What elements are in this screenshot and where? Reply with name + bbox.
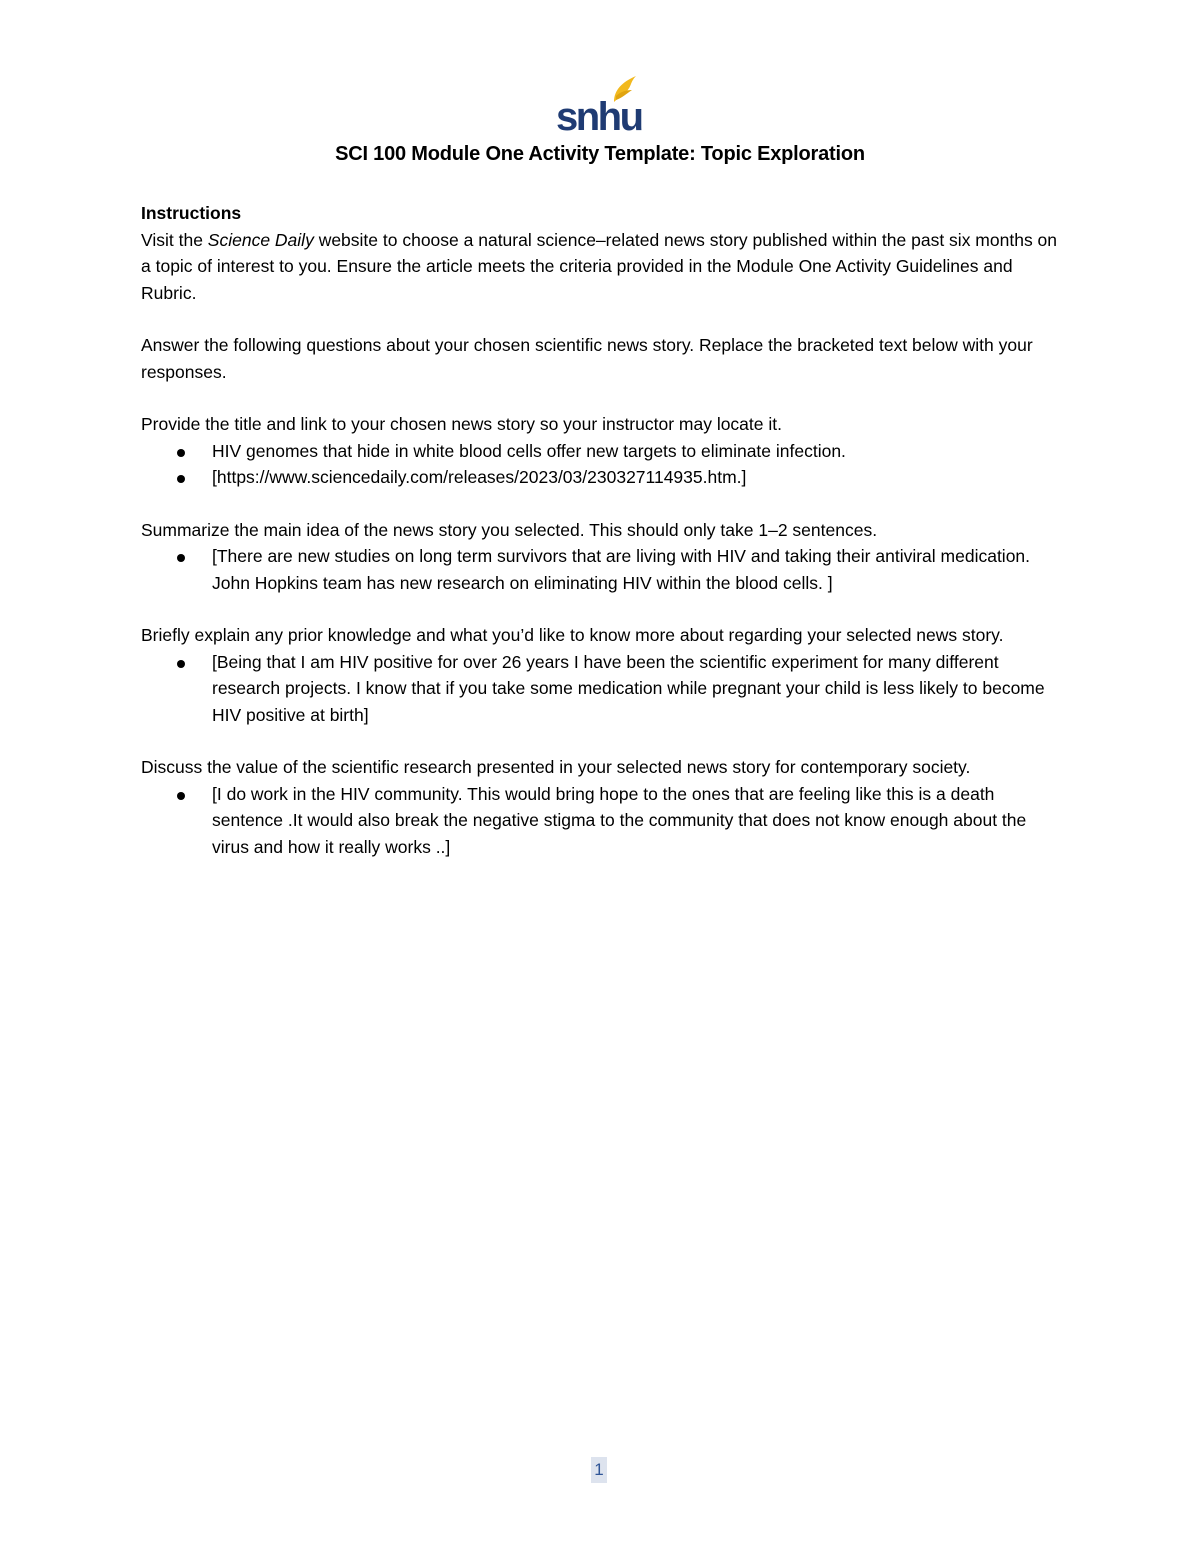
bullet-icon [177, 449, 185, 457]
instructions-heading: Instructions [141, 203, 242, 223]
answer-text: [I do work in the HIV community. This would bring hope to the ones that are feeling like this is a death sentence .It would also break the negative stigma to the community that does not know enough about the virus and how it really works ..] [212, 783, 1027, 857]
document-body [141, 200, 1066, 860]
bullet-icon [177, 660, 185, 668]
answer-instructions: Answer the following questions about your chosen scientific news story. Replace the bracketed text below with your responses. [141, 335, 1033, 382]
bullet-icon [177, 475, 185, 483]
bullet-icon [177, 792, 185, 800]
answer-list [141, 781, 1066, 861]
answer-item [141, 438, 1066, 465]
instructions-text-end: website to choose a natural science–related news story published within the past six months on a topic of interest to you. Ensure the article meets the criteria provided in the Module One Activity Guidelines and Rubric. [141, 229, 1058, 303]
question-prompt: Provide the title and link to your chosen news story so your instructor may locate it. [141, 414, 782, 434]
answer-text: [There are new studies on long term survivors that are living with HIV and taking their antiviral medication. John Hopkins team has new research on eliminating HIV within the blood cells. ] [212, 546, 1031, 593]
answer-item [141, 464, 1066, 491]
flame-leaf-icon [552, 72, 644, 134]
instructions-text-start: Visit the [141, 229, 208, 250]
question-prompt: Briefly explain any prior knowledge and what you’d like to know more about regarding your selected news story. [141, 625, 1004, 645]
page-number: 1 [591, 1457, 607, 1483]
answer-text: [Being that I am HIV positive for over 26 years I have been the scientific experiment for many different research projects. I know that if you take some medication while pregnant your child is less likely to become HIV positive at birth] [212, 651, 1045, 725]
answer-list [141, 438, 1066, 491]
svg-text:snhu: snhu [556, 95, 642, 134]
snhu-logo [552, 72, 644, 134]
document-title: SCI 100 Module One Activity Template: Topic Exploration [335, 143, 865, 165]
bullet-icon [177, 554, 185, 562]
answer-list [141, 543, 1066, 596]
answer-item [141, 543, 1066, 596]
answer-item [141, 781, 1066, 861]
answer-list [141, 649, 1066, 729]
answer-text: [https://www.sciencedaily.com/releases/2023/03/230327114935.htm.] [212, 467, 747, 487]
question-prompt: Discuss the value of the scientific research presented in your selected news story for contemporary society. [141, 757, 971, 777]
science-daily-name: Science Daily [207, 229, 314, 250]
answer-item [141, 649, 1066, 729]
answer-text: HIV genomes that hide in white blood cells offer new targets to eliminate infection. [212, 440, 846, 461]
instructions-paragraph [141, 227, 1066, 307]
question-prompt: Summarize the main idea of the news story you selected. This should only take 1–2 sentences. [141, 519, 878, 540]
